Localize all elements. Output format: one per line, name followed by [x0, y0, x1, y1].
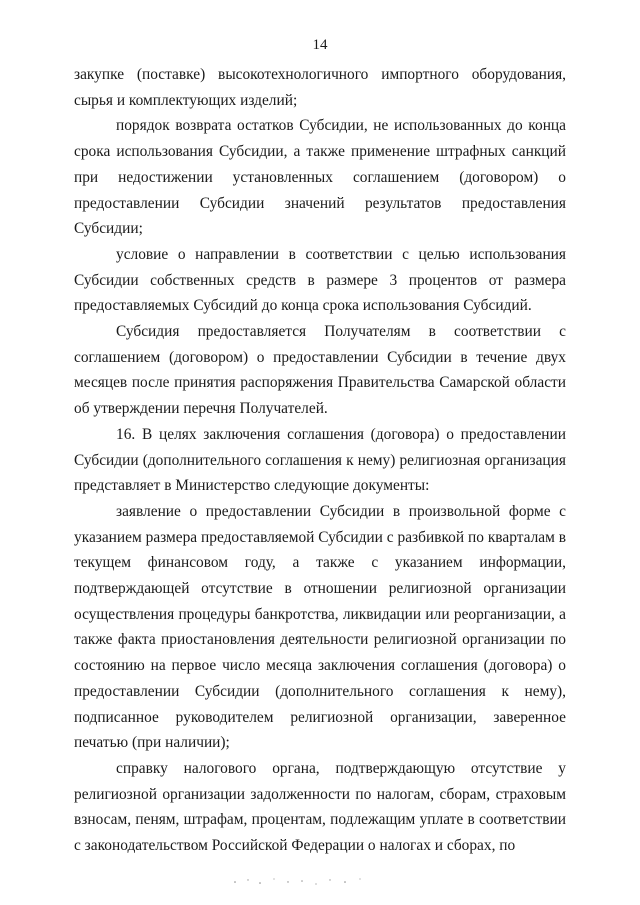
paragraph-3: условие о направлении в соответствии с целью использования Субсидии собственных средств в размере 3 процентов от размера предоставляемых Субсидий до конца срока использования Субсидий.	[74, 245, 566, 315]
paragraph-4: Субсидия предоставляется Получателям в соответствии с соглашением (договором) о предоставлении Субсидии в течение двух месяцев после принятия распоряжения Правительства Самарской области об утверждении перечня Получателей.	[74, 323, 566, 418]
page-number: 14	[312, 37, 328, 53]
scan-specks	[230, 870, 370, 890]
document-body	[74, 62, 566, 859]
paragraph-2: порядок возврата остатков Субсидии, не использованных до конца срока использования Субсидии, а также применение штрафных санкций при недостижении установленных соглашением (договором) о предоставлении Субсидии значений результатов предоставления Субсидии;	[74, 117, 566, 238]
paragraph-5: 16. В целях заключения соглашения (договора) о предоставлении Субсидии (дополнительного соглашения к нему) религиозная организация представляет в Министерство следующие документы:	[74, 425, 566, 495]
paragraph-7: справку налогового органа, подтверждающую отсутствие у религиозной организации задолженности по налогам, сборам, страховым взносам, пеням, штрафам, процентам, подлежащим уплате в соответствии с законодательством Российской Федерации о налогах и сборах, по	[74, 759, 566, 855]
paragraph-1: закупке (поставке) высокотехнологичного импортного оборудования, сырья и комплектующих изделий;	[74, 66, 566, 109]
paragraph-6: заявление о предоставлении Субсидии в произвольной форме с указанием размера предоставляемой Субсидии с разбивкой по кварталам в текущем финансовом году, а также с указанием информации, подтверждающей отсутствие в отношении религиозной организации осуществления процедуры банкротства, ликвидации или реорганизации, а также факта приостановления деятельности религиозной организации по состоянию на первое число месяца заключения соглашения (договора) о предоставлении Субсидии (дополнительного соглашения к нему), подписанное руководителем религиозной организации, заверенное печатью (при наличии);	[74, 502, 566, 752]
